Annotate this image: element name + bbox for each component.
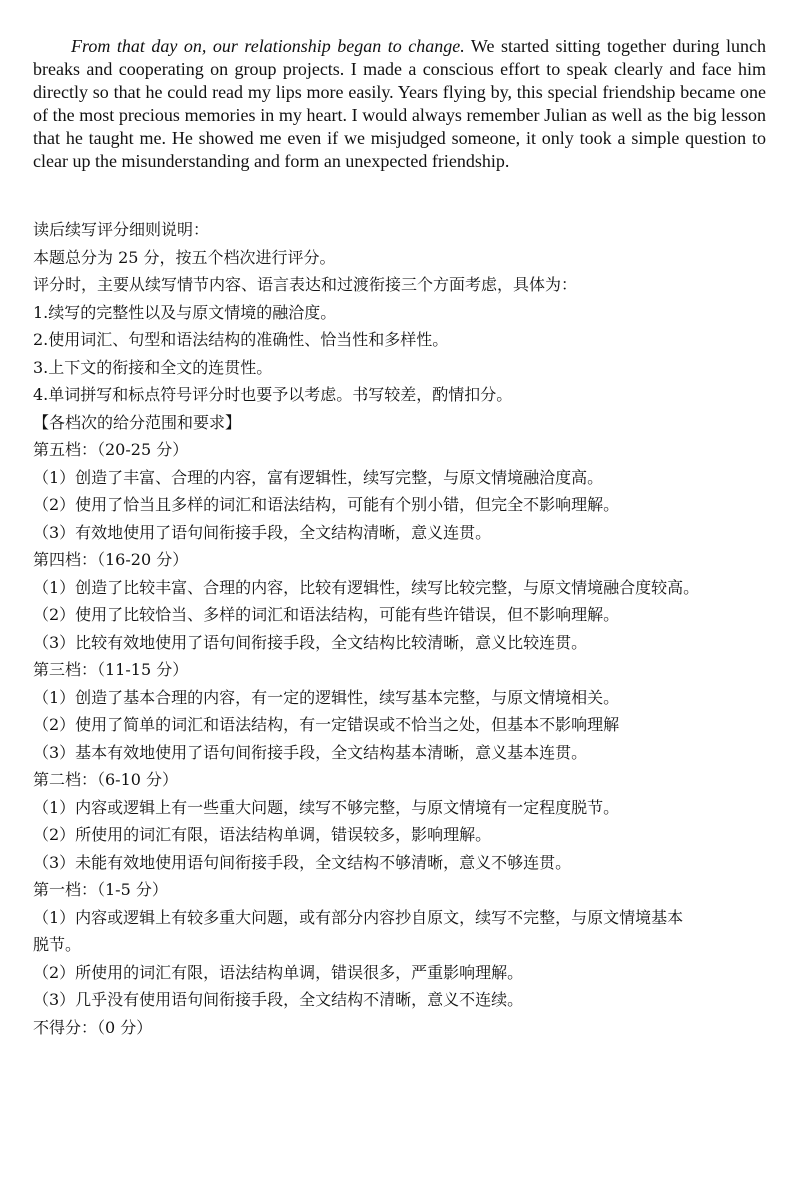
criterion-3: 3.上下文的衔接和全文的连贯性。 [33, 357, 273, 377]
levels-header: 【各档次的给分范围和要求】 [33, 412, 242, 432]
rubric-section [33, 216, 773, 1041]
level-4-item-3: （3）比较有效地使用了语句间衔接手段，全文结构比较清晰，意义比较连贯。 [33, 632, 588, 652]
level-1-item-1-continued: 脱节。 [33, 935, 82, 954]
level-4-heading: 第四档：（16-20 分） [33, 550, 189, 569]
level-5-item-1: （1）创造了丰富、合理的内容，富有逻辑性，续写完整，与原文情境融洽度高。 [33, 467, 604, 487]
level-1-heading: 第一档：（1-5 分） [33, 880, 168, 899]
level-4-item-1: （1）创造了比较丰富、合理的内容，比较有逻辑性，续写比较完整，与原文情境融合度较高。 [33, 577, 700, 597]
level-3-item-3: （3）基本有效地使用了语句间衔接手段，全文结构基本清晰，意义基本连贯。 [33, 742, 588, 762]
level-2-item-1: （1）内容或逻辑上有一些重大问题，续写不够完整，与原文情境有一定程度脱节。 [33, 797, 620, 817]
criterion-1: 1.续写的完整性以及与原文情境的融洽度。 [33, 302, 337, 322]
story-lead-sentence: From that day on, our relationship began to change. [71, 36, 465, 56]
level-3-item-2: （2）使用了简单的词汇和语法结构，有一定错误或不恰当之处，但基本不影响理解 [33, 715, 620, 734]
level-4-item-2: （2）使用了比较恰当、多样的词汇和语法结构，可能有些许错误，但不影响理解。 [33, 605, 620, 624]
zero-score-line: 不得分：（0 分） [33, 1017, 153, 1037]
rubric-intro: 评分时，主要从续写情节内容、语言表达和过渡衔接三个方面考虑，具体为： [33, 275, 578, 294]
criterion-4: 4.单词拼写和标点符号评分时也要予以考虑。书写较差，酌情扣分。 [33, 385, 513, 404]
level-1-item-3: （3）几乎没有使用语句间衔接手段，全文结构不清晰，意义不连续。 [33, 990, 524, 1009]
level-5-heading: 第五档：（20-25 分） [33, 440, 189, 459]
criterion-2: 2.使用词汇、句型和语法结构的准确性、恰当性和多样性。 [33, 330, 449, 349]
level-1-item-2: （2）所使用的词汇有限，语法结构单调，错误很多，严重影响理解。 [33, 962, 524, 982]
story-body: We started sitting together during lunch breaks and cooperating on group projects. I made a conscious effort to speak clearly and face him directly so that he could read my lips more easily. Years flying by, this special friendship became one of the most precious memories in my heart. I would always remember Julian as well as the big lesson that he taught me. He showed me even if we misjudged someone, it only took a simple question to clear up the misunderstanding and form an unexpected friendship. [33, 36, 766, 171]
level-5-item-2: （2）使用了恰当且多样的词汇和语法结构，可能有个别小错，但完全不影响理解。 [33, 495, 620, 514]
level-3-item-1: （1）创造了基本合理的内容，有一定的逻辑性，续写基本完整，与原文情境相关。 [33, 687, 620, 707]
level-2-item-3: （3）未能有效地使用语句间衔接手段，全文结构不够清晰，意义不够连贯。 [33, 852, 572, 872]
level-5-item-3: （3）有效地使用了语句间衔接手段，全文结构清晰，意义连贯。 [33, 522, 492, 542]
level-2-heading: 第二档：（6-10 分） [33, 770, 179, 789]
rubric-title: 读后续写评分细则说明： [33, 220, 210, 239]
rubric-total: 本题总分为 25 分，按五个档次进行评分。 [33, 247, 336, 267]
level-1-item-1: （1）内容或逻辑上有较多重大问题，或有部分内容抄自原文，续写不完整，与原文情境基本 [33, 907, 684, 927]
story-paragraph [33, 35, 766, 173]
level-2-item-2: （2）所使用的词汇有限，语法结构单调，错误较多，影响理解。 [33, 825, 492, 844]
level-3-heading: 第三档：（11-15 分） [33, 660, 189, 679]
